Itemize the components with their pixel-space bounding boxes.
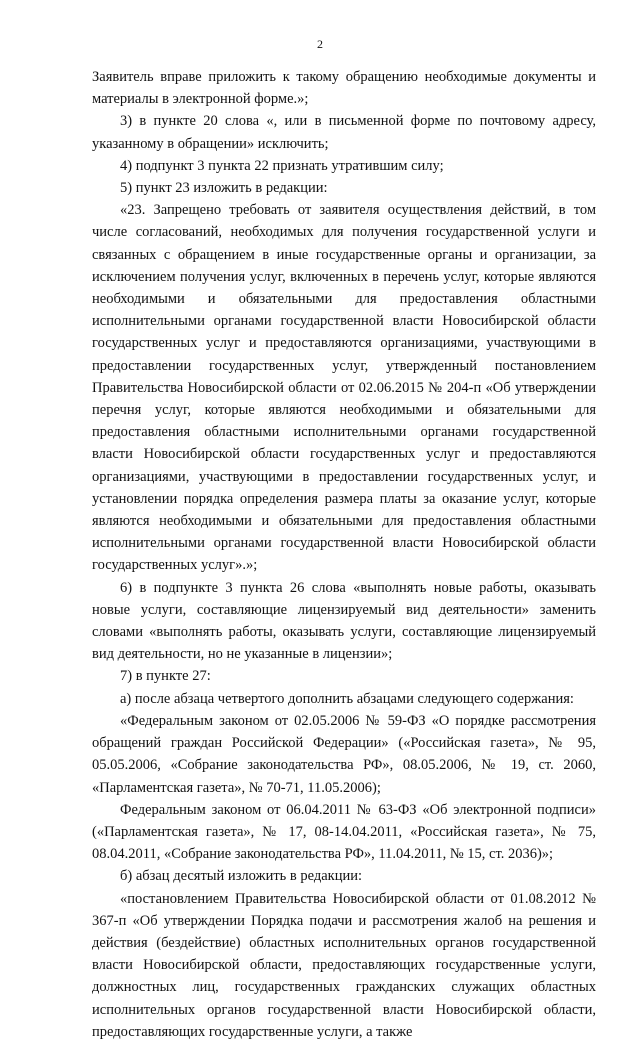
- paragraph-point-23-text: «23. Запрещено требовать от заявителя осуществления действий, в том числе согласований, необходимых для получения государственной услуги и связанных с обращением в иные государственные органы и организации, за исключением получения услуг, включенных в перечень услуг, которые являются необходимыми и обязательными для предоставления областными исполнительными органами государственной власти Новосибирской области государственных услуг и предоставляются организациями, участвующими в предоставлении государственных услуг, утвержденный постановлением Правительства Новосибирской области от 02.06.2015 № 204-п «Об утверждении перечня услуг, которые являются необходимыми и обязательными для предоставления областными исполнительными органами государственной власти Новосибирской области государственных услуг и предоставляются организациями, участвующими в предоставлении государственных услуг, и установлении порядка определения размера платы за оказание услуг, которые являются необходимыми и обязательными для предоставления областными исполнительными органами государственной власти Новосибирской области государственных услуг».»;: [92, 202, 596, 574]
- paragraph-subitem-a: а) после абзаца четвертого дополнить абзацами следующего содержания:: [120, 690, 574, 707]
- paragraph-federal-law-63: Федеральным законом от 06.04.2011 № 63-ФЗ «Об электронной подписи» («Парламентская газета», № 17, 08-14.04.2011, «Российская газета», № 75, 08.04.2011, «Собрание законодательства РФ», 11.04.2011, № 15, ст. 2036)»;: [92, 801, 596, 863]
- paragraph-federal-law-59: «Федеральным законом от 02.05.2006 № 59-ФЗ «О порядке рассмотрения обращений граждан Российской Федерации» («Российская газета», № 95, 05.05.2006, «Собрание законодательства РФ», 08.05.2006, № 19, ст. 2060, «Парламентская газета», № 70-71, 11.05.2006);: [92, 712, 596, 796]
- document-body: [92, 66, 596, 1043]
- paragraph-item-4: 4) подпункт 3 пункта 22 признать утратившим силу;: [120, 157, 444, 174]
- paragraph-subitem-b: б) абзац десятый изложить в редакции:: [120, 868, 363, 885]
- page-number: 2: [317, 37, 323, 51]
- paragraph-item-3: 3) в пункте 20 слова «, или в письменной форме по почтовому адресу, указанному в обращении» исключить;: [92, 113, 596, 152]
- paragraph-item-7: 7) в пункте 27:: [120, 668, 211, 685]
- paragraph-item-5: 5) пункт 23 изложить в редакции:: [120, 180, 328, 197]
- paragraph-continuation: Заявитель вправе приложить к такому обращению необходимые документы и материалы в электронной форме.»;: [92, 69, 596, 108]
- paragraph-item-6: 6) в подпункте 3 пункта 26 слова «выполнять новые работы, оказывать новые услуги, составляющие лицензируемый вид деятельности» заменить словами «выполнять работы, оказывать услуги, составляющие лицензируемый вид деятельности, но не указанные в лицензии»;: [92, 579, 596, 663]
- paragraph-resolution-367: «постановлением Правительства Новосибирской области от 01.08.2012 № 367-п «Об утверждении Порядка подачи и рассмотрения жалоб на решения и действия (бездействие) областных исполнительных органов государственной власти Новосибирской области, предоставляющих государственные услуги, должностных лиц, государственных гражданских служащих областных исполнительных органов государственной власти Новосибирской области, предоставляющих государственные услуги, а также: [92, 890, 596, 1040]
